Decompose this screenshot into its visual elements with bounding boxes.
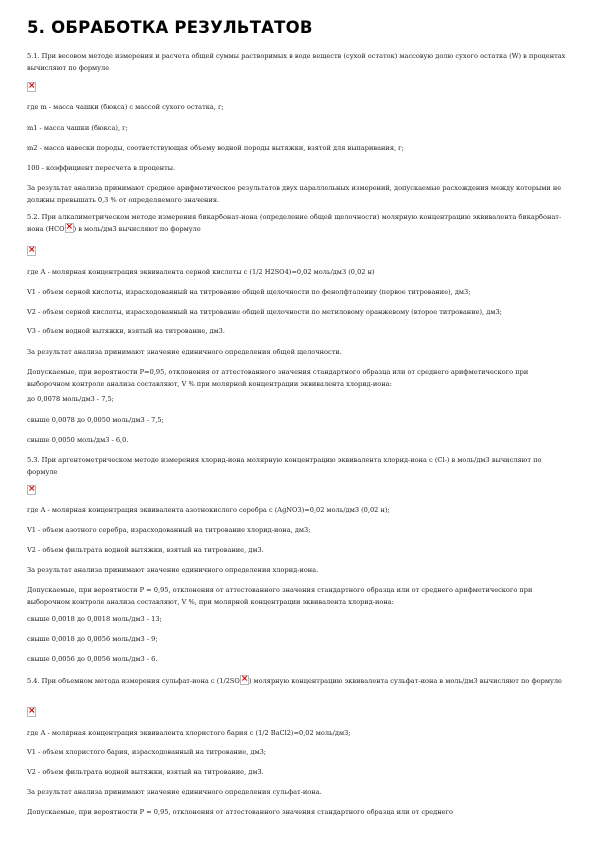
definition-m2: m2 - масса навески породы, соответствующая объему водной породы вытяжки, взятой для выпаривания, г;: [27, 144, 404, 152]
definition-a-silver: где А - молярная концентрация эквивалента азотнокислого серебра с (AgNO3)=0,02 моль/дм3 (0,02 н);: [27, 506, 390, 514]
definition-v3-extract: V3 - объем водной вытяжки, взятый на титрование, дм3.: [27, 327, 225, 335]
definition-a-sulfuric: где А - молярная концентрация эквивалента серной кислоты с (1/2 H2SO4)=0,02 моль/дм3 (0,02 н): [27, 268, 375, 276]
result-note-alkalinity: За результат анализа принимают значение единичного определения общей щелочности.: [27, 348, 342, 356]
section-5-4-paragraph: [27, 675, 567, 687]
definition-v1-barium: V1 - объем хлористого бария, израсходованный на титрование, дм3;: [27, 748, 266, 756]
broken-formula-image-icon: [27, 246, 36, 256]
definition-v2-sulfuric: V2 - объем серной кислоты, израсходованный на титрование общей щелочности по метиловому оранжевому (второе титрование), дм3;: [27, 308, 502, 316]
tolerance-range-1: свыше 0,0018 до 0,0018 моль/дм3 - 13;: [27, 615, 162, 623]
tolerance-range-1: до 0,0078 моль/дм3 - 7,5;: [27, 395, 114, 403]
result-note-sulfate: За результат анализа принимают значение единичного определения сульфат-иона.: [27, 788, 322, 796]
tolerance-range-3: свыше 0,0050 моль/дм3 - 6,0.: [27, 436, 129, 444]
broken-inline-image-icon: [240, 675, 249, 685]
tolerance-range-2: свыше 0,0018 до 0,0056 моль/дм3 - 9;: [27, 635, 158, 643]
definition-v2-filtrate: V2 - объем фильтрата водной вытяжки, взятый на титрование, дм3.: [27, 768, 264, 776]
broken-formula-image-icon: [27, 707, 36, 717]
definition-100: 100 - коэффициент пересчета в проценты.: [27, 164, 176, 172]
tolerance-range-2: свыше 0,0078 до 0,0050 моль/дм3 - 7,5;: [27, 416, 164, 424]
definition-v1-silver: V1 - объем азотного серебра, израсходованный на титрование хлорид-иона, дм3;: [27, 526, 311, 534]
tolerance-range-3: свыше 0,0056 до 0,0056 моль/дм3 - 6.: [27, 655, 158, 663]
section-5-2-text-end: ) в моль/дм3 вычисляют по формуле: [73, 225, 201, 233]
tolerance-note-sulfate: Допускаемые, при вероятности P = 0,95, отклонения от аттестованного значения стандартного образца или от среднего: [27, 808, 453, 816]
section-5-1-paragraph: 5.1. При весовом методе измерения и расчета общей суммы растворимых в воде веществ (сухой остаток) массовую долю сухого остатка (W) в процентах вычисляют по формуле: [27, 52, 566, 72]
result-note-chloride: За результат анализа принимают значение единичного определения хлорид-иона.: [27, 566, 319, 574]
section-5-2-paragraph: [27, 211, 567, 235]
page-title: 5. ОБРАБОТКА РЕЗУЛЬТАТОВ: [27, 18, 313, 37]
broken-formula-image-icon: [27, 82, 36, 92]
definition-m1: m1 - масса чашки (бюкса), г;: [27, 124, 128, 132]
section-5-2-text-start: 5.2. При алкалиметрическом методе измерения бикарбонат-иона (определение общей щелочности) молярную концентрацию эквивалента бикарбонат-иона (HCO: [27, 213, 562, 233]
section-5-4-text-end: ) молярную концентрацию эквивалента сульфат-иона в моль/дм3 вычисляют по формуле: [248, 677, 562, 685]
definition-m: где m - масса чашки (бюкса) с массой сухого остатка, г;: [27, 103, 224, 111]
definition-a-barium: где А - молярная концентрация эквивалента хлористого бария с (1/2 BaCl2)=0,02 моль/дм3;: [27, 729, 351, 737]
tolerance-note-alkalinity: Допускаемые, при вероятности P=0,95, отклонения от аттестованного значения стандартного образца или от среднего арифметического при выборочном контроле анализа составляют, V % при молярной концентрации эквивалента хлорид-иона:: [27, 368, 529, 388]
definition-v1-sulfuric: V1 - объем серной кислоты, израсходованный на титрование общей щелочности по фенолфталеину (первое титрование), дм3;: [27, 288, 471, 296]
broken-formula-image-icon: [27, 485, 36, 495]
broken-inline-image-icon: [65, 223, 74, 233]
section-5-3-paragraph: 5.3. При аргентометрическом методе измерения хлорид-иона молярную концентрацию эквивалента хлорид-иона с (Cl-) в моль/дм3 вычисляют по формуле: [27, 456, 542, 476]
tolerance-note-chloride: Допускаемые, при вероятности P = 0,95, отклонения от аттестованного значения стандартного образца или от среднего арифметического при выборочном контроле анализа составляют, V %, при молярной концентрации эквивалента хлорид-иона:: [27, 586, 533, 606]
result-note-dry-residue: За результат анализа принимают среднее арифметическое результатов двух параллельных измерений, допускаемые расхождения между которыми не должны превышать 0,3 % от определяемого значения.: [27, 184, 562, 204]
definition-v2-filtrate: V2 - объем фильтрата водной вытяжки, взятый на титрование, дм3.: [27, 546, 264, 554]
section-5-4-text-start: 5.4. При объемном метода измерения сульфат-иона с (1/2SO: [27, 677, 240, 685]
